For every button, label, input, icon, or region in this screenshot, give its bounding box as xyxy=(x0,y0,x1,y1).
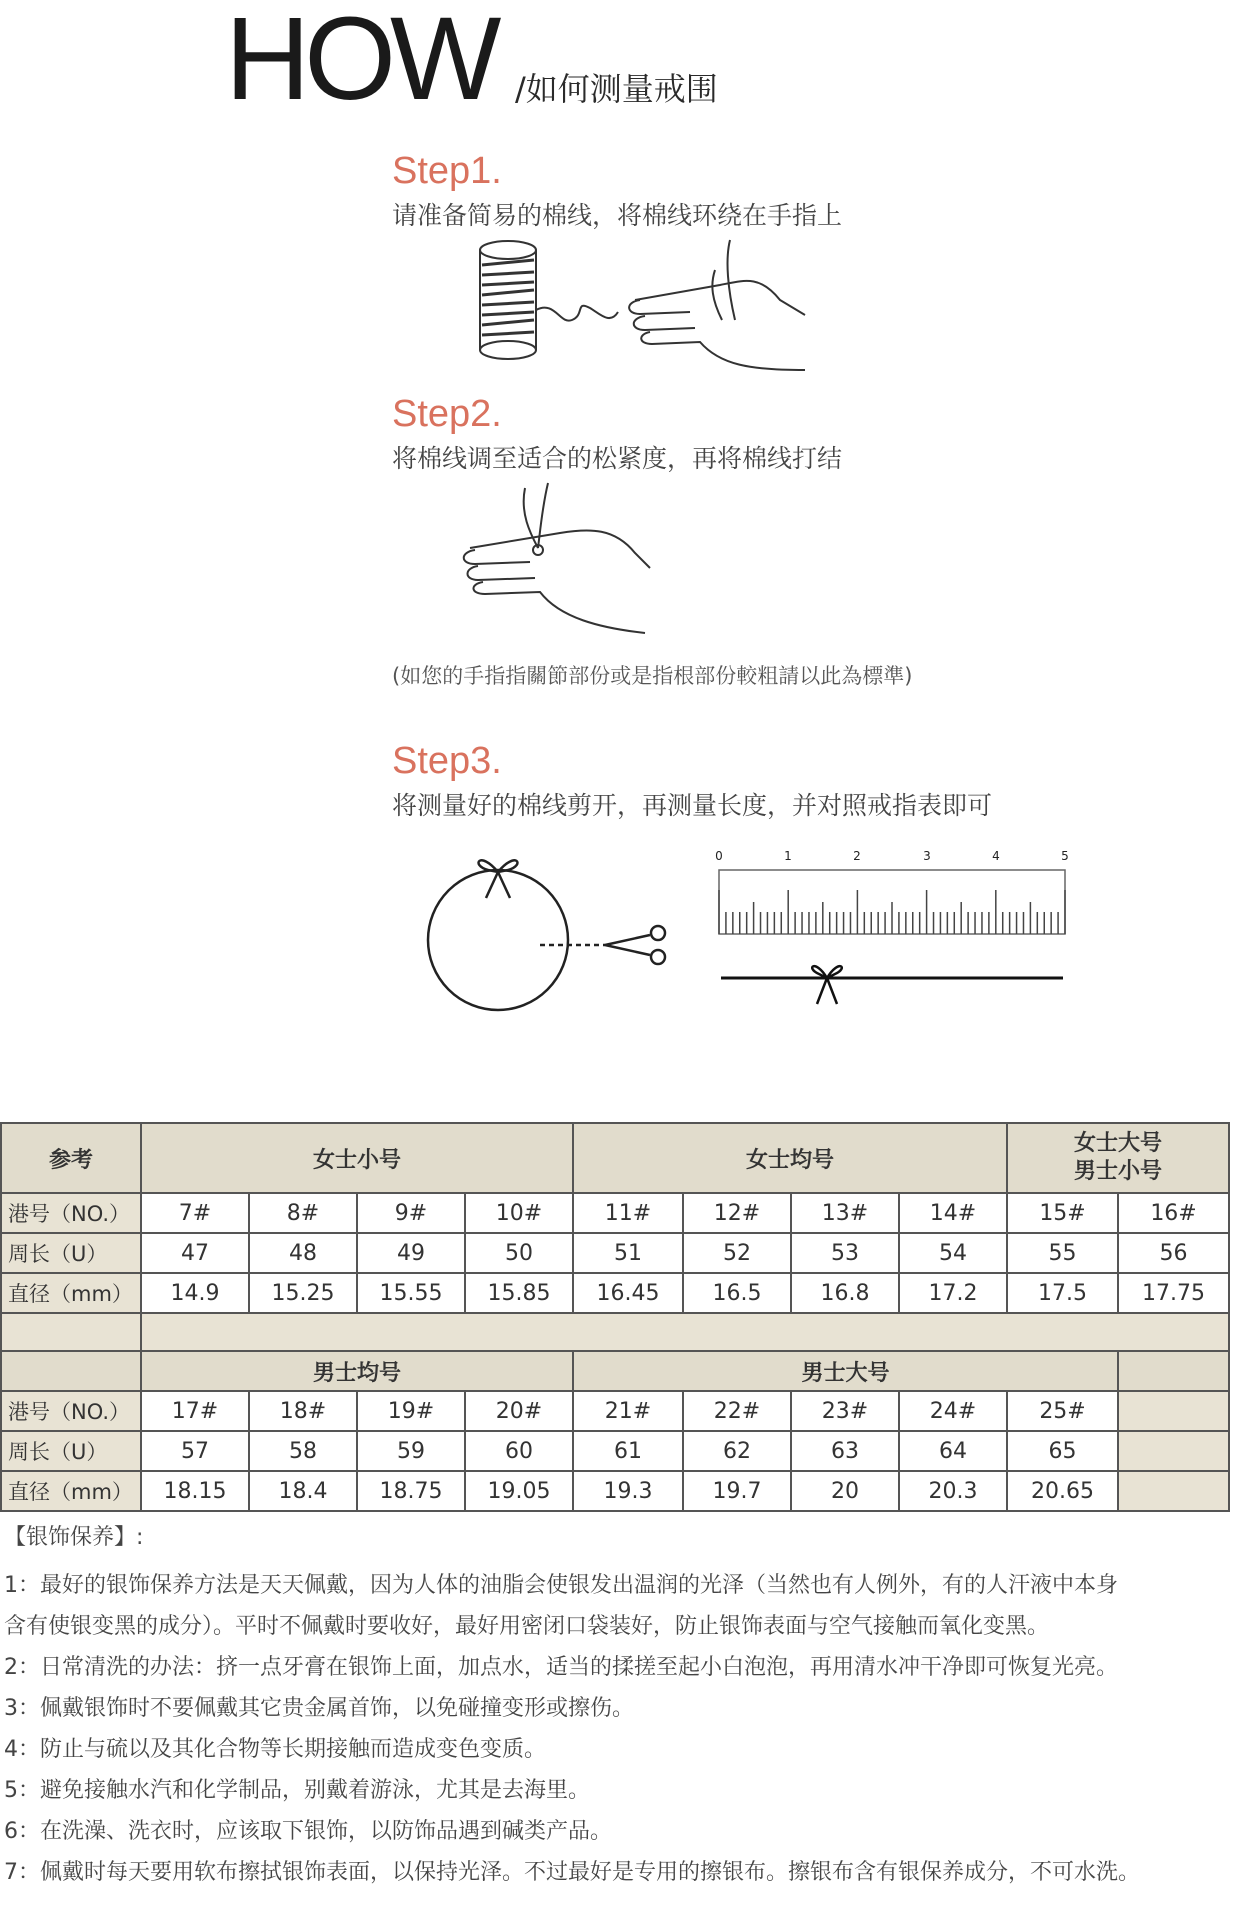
spacer-cell xyxy=(141,1313,1229,1351)
care-line: 4：防止与硫以及其化合物等长期接触而造成变色变质。 xyxy=(4,1737,546,1762)
table-cell: 56 xyxy=(1118,1233,1229,1273)
table-cell: 17.75 xyxy=(1118,1273,1229,1313)
table-cell: 15.55 xyxy=(357,1273,465,1313)
table-cell: 8# xyxy=(249,1193,357,1233)
table-cell: 9# xyxy=(357,1193,465,1233)
spacer-cell xyxy=(1,1313,141,1351)
blank-cell xyxy=(1118,1431,1229,1471)
table-cell: 7# xyxy=(141,1193,249,1233)
table-cell: 16.8 xyxy=(791,1273,899,1313)
table-cell: 20.3 xyxy=(899,1471,1007,1511)
table-cell: 16.5 xyxy=(683,1273,791,1313)
page-subtitle: /如何测量戒围 xyxy=(515,70,718,108)
ruler-tick-label: 2 xyxy=(853,849,861,863)
care-line: 5：避免接触水汽和化学制品，别戴着游泳，尤其是去海里。 xyxy=(4,1778,590,1803)
ruler-tick-label: 4 xyxy=(992,849,1000,863)
table-cell: 64 xyxy=(899,1431,1007,1471)
table-cell: 63 xyxy=(791,1431,899,1471)
row-label-u: 周长（U） xyxy=(1,1431,141,1471)
blank-header-cell xyxy=(1118,1351,1229,1391)
table-cell: 51 xyxy=(573,1233,683,1273)
table-row xyxy=(1,1431,1229,1471)
table-cell: 18.15 xyxy=(141,1471,249,1511)
blank-cell xyxy=(1118,1471,1229,1511)
care-title: 【银饰保养】: xyxy=(4,1525,144,1550)
hand-with-thread-icon xyxy=(629,240,805,370)
bow-knot-icon xyxy=(479,860,518,898)
thread-spool-and-hand-illustration xyxy=(460,230,820,380)
ruler-tick-label: 3 xyxy=(923,849,931,863)
group-header-women-small: 女士小号 xyxy=(141,1123,573,1193)
table-cell: 49 xyxy=(357,1233,465,1273)
step1-desc: 请准备简易的棉线，将棉线环绕在手指上 xyxy=(392,201,843,230)
table-cell: 61 xyxy=(573,1431,683,1471)
table-cell: 50 xyxy=(465,1233,573,1273)
ruler-tick-label: 0 xyxy=(715,849,723,863)
care-line: 2：日常清洗的办法：挤一点牙膏在银饰上面，加点水，适当的揉搓至起小白泡泡，再用清水冲干净即可恢复光亮。 xyxy=(4,1655,1119,1680)
table-cell: 19# xyxy=(357,1391,465,1431)
hand-knot-illustration xyxy=(450,478,650,638)
table-cell: 47 xyxy=(141,1233,249,1273)
table-cell: 11# xyxy=(573,1193,683,1233)
table-cell: 23# xyxy=(791,1391,899,1431)
table-cell: 65 xyxy=(1007,1431,1118,1471)
step2-desc: 将棉线调至适合的松紧度，再将棉线打结 xyxy=(392,444,843,473)
table-cell: 12# xyxy=(683,1193,791,1233)
table-cell: 18# xyxy=(249,1391,357,1431)
hand-knot-icon xyxy=(464,483,650,633)
table-cell: 25# xyxy=(1007,1391,1118,1431)
thread-loop-scissors-illustration xyxy=(420,840,690,1015)
row-label-no: 港号（NO.） xyxy=(1,1391,141,1431)
table-cell: 16# xyxy=(1118,1193,1229,1233)
table-cell: 15.85 xyxy=(465,1273,573,1313)
table-cell: 14# xyxy=(899,1193,1007,1233)
step2-note: (如您的手指指關節部份或是指根部份較粗請以此為標準) xyxy=(392,664,913,688)
table-cell: 20# xyxy=(465,1391,573,1431)
table-cell: 19.05 xyxy=(465,1471,573,1511)
care-line: 7：佩戴时每天要用软布擦拭银饰表面，以保持光泽。不过最好是专用的擦银布。擦银布含有银保养成分，不可水洗。 xyxy=(4,1860,1141,1885)
group-header-women-large-men-small: 女士大号 男士小号 xyxy=(1007,1123,1229,1193)
table-cell: 20 xyxy=(791,1471,899,1511)
page-title: HOW xyxy=(225,0,496,125)
step3-title: Step3. xyxy=(392,740,502,782)
care-line: 1：最好的银饰保养方法是天天佩戴，因为人体的油脂会使银发出温润的光泽（当然也有人例外，有的人汗液中本身 xyxy=(4,1573,1119,1598)
table-cell: 22# xyxy=(683,1391,791,1431)
row-label-u: 周长（U） xyxy=(1,1233,141,1273)
table-cell: 53 xyxy=(791,1233,899,1273)
scissors-icon xyxy=(605,926,665,964)
row-label-mm: 直径（mm） xyxy=(1,1273,141,1313)
table-cell: 16.45 xyxy=(573,1273,683,1313)
table-spacer-row xyxy=(1,1313,1229,1351)
table-cell: 19.7 xyxy=(683,1471,791,1511)
table-cell: 17.5 xyxy=(1007,1273,1118,1313)
ruler-tick-label: 5 xyxy=(1061,849,1069,863)
ruler-illustration xyxy=(705,846,1075,1016)
table-cell: 54 xyxy=(899,1233,1007,1273)
blank-cell xyxy=(1118,1391,1229,1431)
table-cell: 13# xyxy=(791,1193,899,1233)
table-row xyxy=(1,1273,1229,1313)
table-cell: 10# xyxy=(465,1193,573,1233)
row-label-mm: 直径（mm） xyxy=(1,1471,141,1511)
table-cell: 55 xyxy=(1007,1233,1118,1273)
table-cell: 52 xyxy=(683,1233,791,1273)
table-cell: 60 xyxy=(465,1431,573,1471)
care-line: 6：在洗澡、洗衣时，应该取下银饰，以防饰品遇到碱类产品。 xyxy=(4,1819,612,1844)
table-cell: 24# xyxy=(899,1391,1007,1431)
care-line: 3：佩戴银饰时不要佩戴其它贵金属首饰，以免碰撞变形或擦伤。 xyxy=(4,1696,634,1721)
table-cell: 57 xyxy=(141,1431,249,1471)
thread-spool-icon xyxy=(480,241,618,359)
ruler-tick-label: 1 xyxy=(784,849,792,863)
blank-header-cell xyxy=(1,1351,141,1391)
table-cell: 20.65 xyxy=(1007,1471,1118,1511)
table-row xyxy=(1,1391,1229,1431)
table-cell: 21# xyxy=(573,1391,683,1431)
thread-loop-icon xyxy=(428,870,568,1010)
table-cell: 59 xyxy=(357,1431,465,1471)
table-cell: 48 xyxy=(249,1233,357,1273)
table-cell: 58 xyxy=(249,1431,357,1471)
table-corner-header: 参考 xyxy=(1,1123,141,1193)
group-header-men-medium: 男士均号 xyxy=(141,1351,573,1391)
table-cell: 62 xyxy=(683,1431,791,1471)
table-cell: 17# xyxy=(141,1391,249,1431)
table-row xyxy=(1,1233,1229,1273)
table-cell: 15# xyxy=(1007,1193,1118,1233)
thread-knot-icon xyxy=(812,966,842,1004)
care-line: 含有使银变黑的成分）。平时不佩戴时要收好，最好用密闭口袋装好，防止银饰表面与空气接触而氧化变黑。 xyxy=(4,1614,1050,1639)
group-header-men-large: 男士大号 xyxy=(573,1351,1118,1391)
table-cell: 17.2 xyxy=(899,1273,1007,1313)
table-cell: 14.9 xyxy=(141,1273,249,1313)
step1-title: Step1. xyxy=(392,150,502,192)
table-cell: 15.25 xyxy=(249,1273,357,1313)
group-header-women-medium: 女士均号 xyxy=(573,1123,1007,1193)
ring-size-table xyxy=(0,1122,1230,1512)
step3-desc: 将测量好的棉线剪开，再测量长度，并对照戒指表即可 xyxy=(392,791,993,820)
table-row xyxy=(1,1193,1229,1233)
ruler-tick-labels xyxy=(715,849,1069,863)
care-section xyxy=(4,1520,1236,1893)
table-cell: 18.4 xyxy=(249,1471,357,1511)
step2-title: Step2. xyxy=(392,393,502,435)
table-cell: 18.75 xyxy=(357,1471,465,1511)
table-row xyxy=(1,1471,1229,1511)
table-cell: 19.3 xyxy=(573,1471,683,1511)
row-label-no: 港号（NO.） xyxy=(1,1193,141,1233)
